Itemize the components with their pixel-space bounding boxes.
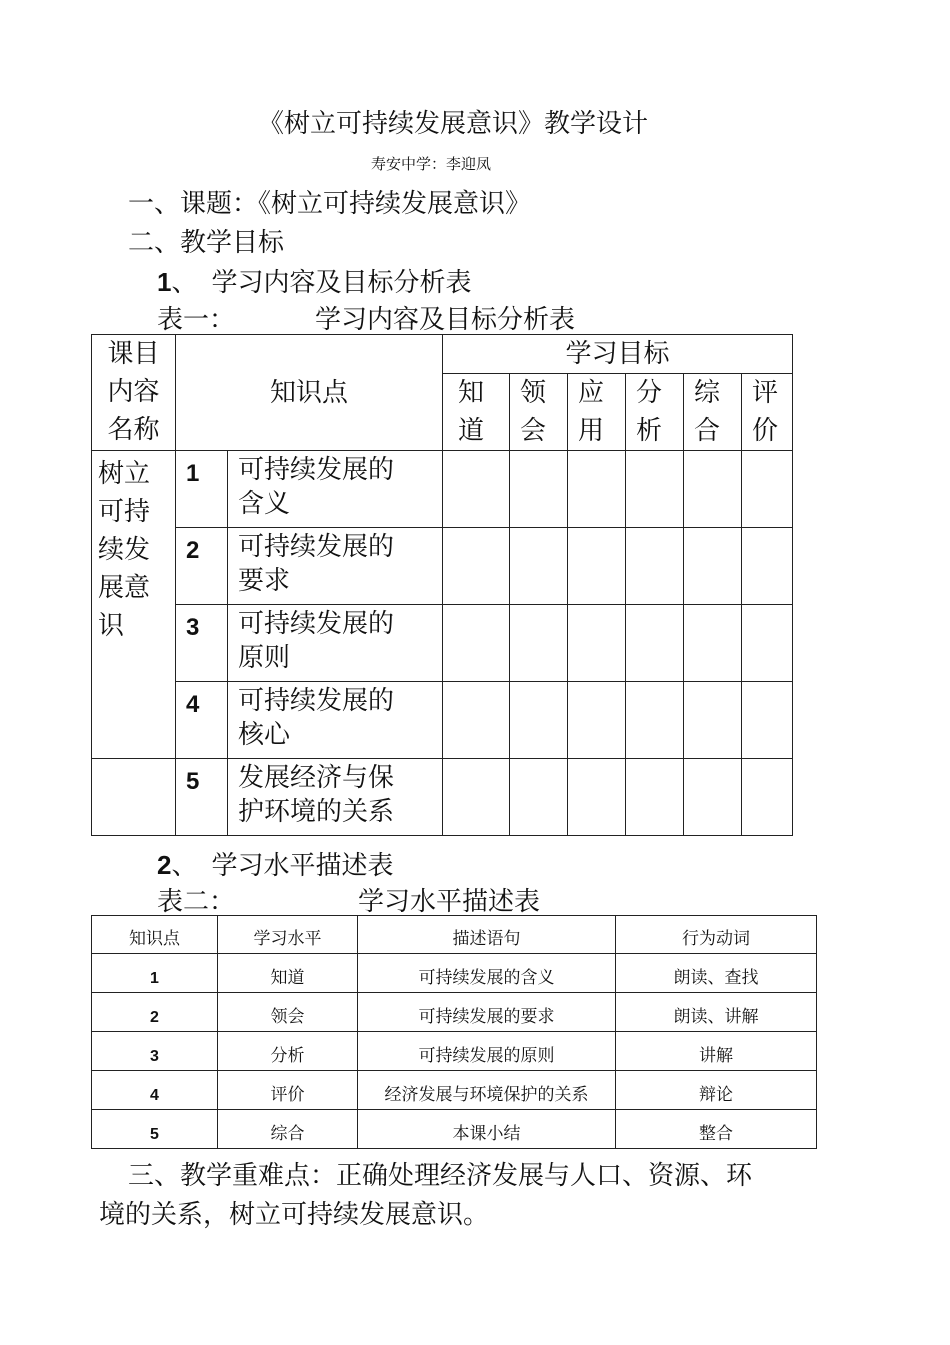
goal-cell [742,759,793,836]
goal-cell [684,759,742,836]
goal-cell [443,605,510,682]
table1-caption-title: 学习内容及目标分析表 [315,305,576,335]
row-number: 4 [92,1071,218,1110]
description: 经济发展与环境保护的关系 [358,1071,616,1110]
learning-level: 综合 [218,1110,358,1149]
subsection-2-title: 学习水平描述表 [211,851,394,881]
learning-level-table [91,915,817,1149]
header-learning-level: 学习水平 [218,916,358,954]
goal-cell [510,682,568,759]
row-number: 5 [92,1110,218,1149]
goal-col-know: 知道 [443,374,510,451]
description: 可持续发展的原则 [358,1032,616,1071]
action-verb: 讲解 [616,1032,817,1071]
goal-cell [568,759,626,836]
row-number: 3 [176,605,228,682]
goal-col-apply: 应用 [568,374,626,451]
author-line: 寿安中学：李迎凤 [370,155,491,173]
subsection-2-number: 2 [157,850,172,880]
section-topic: 一、课题：《树立可持续发展意识》 [128,189,532,219]
goal-col-synthesize: 综合 [684,374,742,451]
goal-col-evaluate: 评价 [742,374,793,451]
goal-cell [510,528,568,605]
goal-cell [742,451,793,528]
topic-name-cell: 树立可持续发展意识 [92,451,176,759]
goal-cell [443,528,510,605]
content-objectives-table [91,334,793,836]
goal-cell [443,451,510,528]
learning-level: 领会 [218,993,358,1032]
description: 可持续发展的含义 [358,954,616,993]
goal-cell [742,605,793,682]
goal-cell [742,528,793,605]
learning-level: 分析 [218,1032,358,1071]
header-knowledge-point: 知识点 [92,916,218,954]
goal-col-comprehend: 领会 [510,374,568,451]
goal-cell [684,682,742,759]
table1-caption-label: 表一： [157,305,236,335]
knowledge-point-text: 发展经济与保护环境的关系 [228,759,443,836]
goal-cell [510,451,568,528]
learning-level: 评价 [218,1071,358,1110]
section-objectives: 二、教学目标 [128,228,285,258]
goal-cell [742,682,793,759]
action-verb: 朗读、讲解 [616,993,817,1032]
goal-cell [510,759,568,836]
document-title: 《树立可持续发展意识》教学设计 [257,109,648,139]
row-number: 1 [176,451,228,528]
table2-caption-title: 学习水平描述表 [358,887,541,917]
header-action-verb: 行为动词 [616,916,817,954]
goal-cell [626,528,684,605]
section-key-points-line1: 三、教学重难点：正确处理经济发展与人口、资源、环 [128,1161,753,1191]
subsection-2-sep: 、 [171,851,198,881]
row-number: 5 [176,759,228,836]
goal-col-analyze: 分析 [626,374,684,451]
row-number: 3 [92,1032,218,1071]
table2-caption-label: 表二： [157,887,236,917]
goal-cell [626,759,684,836]
header-course-content-name: 课目内容名称 [92,335,176,451]
row-number: 1 [92,954,218,993]
knowledge-point-text: 可持续发展的核心 [228,682,443,759]
section-key-points-line2: 境的关系，树立可持续发展意识。 [99,1200,490,1230]
subsection-1-sep: 、 [171,268,198,298]
goal-cell [443,682,510,759]
row-number: 4 [176,682,228,759]
empty-topic-cell [92,759,176,836]
goal-cell [568,605,626,682]
goal-cell [626,451,684,528]
subsection-1-heading [157,262,472,299]
knowledge-point-text: 可持续发展的含义 [228,451,443,528]
subsection-2-heading [157,845,394,882]
subsection-1-number: 1 [157,267,172,297]
goal-cell [684,528,742,605]
row-number: 2 [92,993,218,1032]
goal-cell [510,605,568,682]
subsection-1-title: 学习内容及目标分析表 [211,268,472,298]
goal-cell [568,528,626,605]
learning-level: 知道 [218,954,358,993]
row-number: 2 [176,528,228,605]
header-knowledge-point: 知识点 [176,335,443,451]
action-verb: 辩论 [616,1071,817,1110]
goal-cell [568,451,626,528]
action-verb: 整合 [616,1110,817,1149]
header-description: 描述语句 [358,916,616,954]
knowledge-point-text: 可持续发展的原则 [228,605,443,682]
goal-cell [568,682,626,759]
goal-cell [443,759,510,836]
action-verb: 朗读、查找 [616,954,817,993]
description: 可持续发展的要求 [358,993,616,1032]
goal-cell [626,682,684,759]
goal-cell [684,605,742,682]
description: 本课小结 [358,1110,616,1149]
goal-cell [684,451,742,528]
goal-cell [626,605,684,682]
knowledge-point-text: 可持续发展的要求 [228,528,443,605]
header-learning-goals: 学习目标 [443,335,793,374]
